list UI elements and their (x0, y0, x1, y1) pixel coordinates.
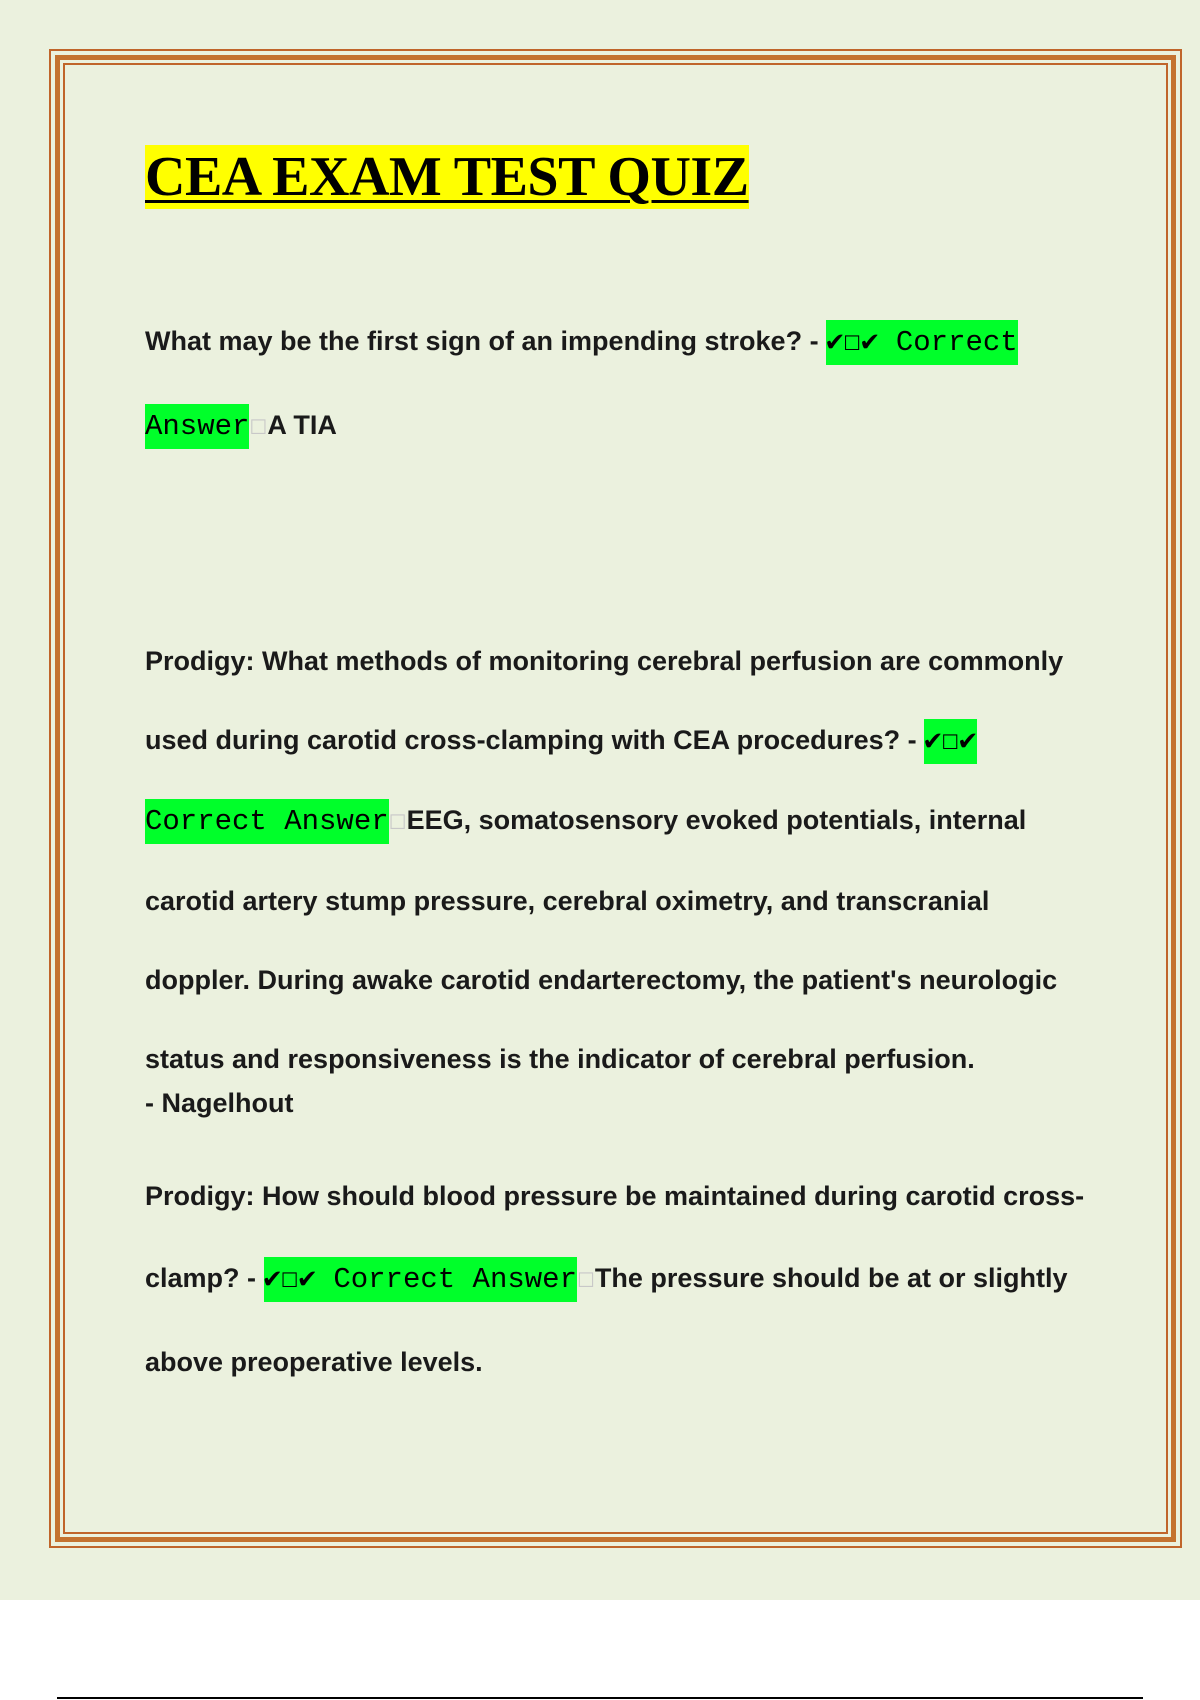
qa-item-2 (145, 622, 1095, 1099)
question-text: Prodigy: How should blood pressure be maintained during carotid cross-clamp? - (145, 1181, 1085, 1293)
answer-text: EEG, somatosensory evoked potentials, internal carotid artery stump pressure, cerebral oximetry, and transcranial doppler. During awake carotid endarterectomy, the patient's neurologic status and responsiveness is the indicator of cerebral perfusion. (145, 805, 1058, 1074)
source-citation: - Nagelhout (145, 1088, 294, 1118)
answer-separator-icon: ☐ (576, 1268, 595, 1292)
answer-text: The pressure should be at or slightly above preoperative levels. (145, 1263, 1068, 1377)
correct-answer-label: ✔☐✔ Correct Answer (145, 719, 977, 844)
footer-divider (57, 1697, 1143, 1699)
question-text: Prodigy: What methods of monitoring cerebral perfusion are commonly used during carotid cross-clamping with CEA procedures? - (145, 646, 1064, 755)
answer-separator-icon: ☐ (249, 415, 268, 439)
answer-separator-icon: ☐ (388, 810, 407, 834)
answer-text: A TIA (267, 410, 337, 440)
correct-answer-label: ✔☐✔ Correct Answer (264, 1257, 577, 1302)
correct-answer-label: ✔☐✔ Correct Answer (145, 320, 1018, 449)
document-content (145, 145, 1095, 1377)
qa-item-3 (145, 1155, 1095, 1403)
qa-item-1 (145, 300, 1095, 468)
document-title: CEA EXAM TEST QUIZ (145, 146, 749, 208)
question-text: What may be the first sign of an impending stroke? - (145, 326, 819, 356)
